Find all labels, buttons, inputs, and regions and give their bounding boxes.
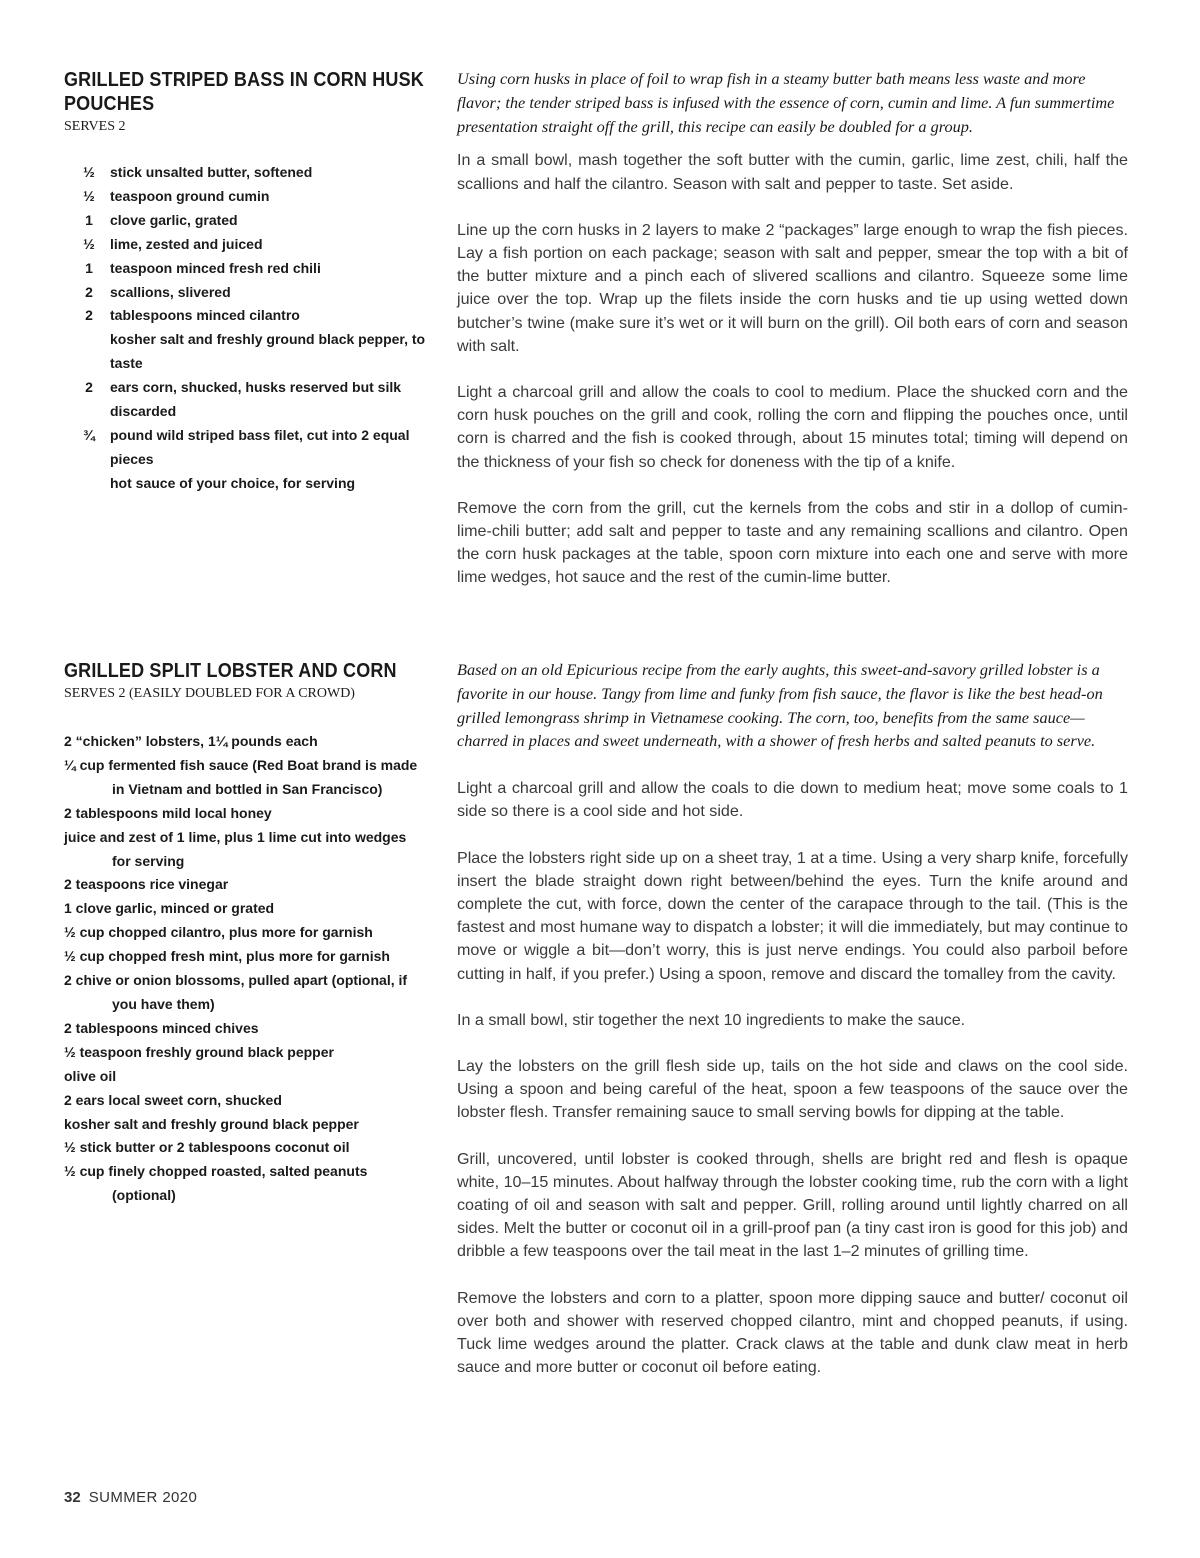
ingredient-text: kosher salt and freshly ground black pepper, to taste (110, 331, 426, 372)
ingredient-item: juice and zest of 1 lime, plus 1 lime cut into wedges for serving (64, 828, 407, 869)
ingredient-qty: ¾ (83, 426, 95, 443)
ingredient-text: clove garlic, grated (110, 211, 238, 228)
ingredient-item (64, 161, 426, 185)
ingredient-qty: 1 (85, 259, 93, 276)
recipe2-method-column (457, 658, 1128, 1402)
ingredient-text: stick unsalted butter, softened (110, 164, 313, 180)
recipe1-ingredients-column (64, 68, 426, 496)
ingredient-text: tablespoons minced cilantro (110, 307, 300, 324)
ingredient-qty: 2 (85, 379, 93, 396)
ingredient-item (64, 472, 426, 496)
recipe2-serves: SERVES 2 (EASILY DOUBLED FOR A CROWD) (64, 686, 355, 701)
ingredient-text: lime, zested and juiced (110, 235, 263, 252)
ingredient-item: ½ stick butter or 2 tablespoons coconut oil (64, 1139, 350, 1156)
ingredient-item: ½ teaspoon freshly ground black pepper (64, 1043, 334, 1060)
recipe2-ingredients-column (64, 659, 426, 1208)
ingredient-item: ½ cup chopped fresh mint, plus more for garnish (64, 948, 390, 965)
ingredient-qty: 1 (85, 211, 93, 228)
method-step: Grill, uncovered, until lobster is cooked through, shells are bright red and flesh is opaque white, 10–15 minutes. About halfway through the lobster cooking time, rub the corn with a light coating of oil and season with salt and pepper. Grill, rolling around until lightly charred on all sides. Melt the butter or coconut oil in a grill-proof pan (a tiny cast iron is good for this job) and dribble a few teaspoons over the tail meat in the last 1–2 minutes of grilling time. (457, 1149, 1128, 1261)
ingredient-item (64, 424, 426, 472)
ingredient-text: scallions, slivered (110, 283, 231, 300)
method-step: Line up the corn husks in 2 layers to make 2 “packages” large enough to wrap the fish pieces. Lay a fish portion on each package; season with salt and pepper, smear the top with a bit of the butter mixture and a pinch each of slivered scallions and cilantro. Squeeze some lime juice over the top. Wrap up the filets inside the corn husks and tie up using wetted down butcher’s twine (make sure it’s wet or it will burn on the grill). Oil both ears of corn and season with salt. (457, 220, 1128, 355)
ingredient-text: hot sauce of your choice, for serving (110, 474, 356, 491)
method-step: In a small bowl, stir together the next 10 ingredients to make the sauce. (457, 1010, 966, 1029)
recipe1-title: GRILLED STRIPED BASS IN CORN HUSK POUCHES (64, 69, 424, 115)
ingredient-text: pound wild striped bass filet, cut into 2 equal pieces (110, 426, 410, 467)
ingredient-item (64, 209, 426, 233)
recipe1-intro: Using corn husks in place of foil to wrap fish in a steamy butter bath means less waste and more flavor; the tender striped bass is infused with the essence of corn, cumin and lime. A fun summertime presentation straight off the grill, this recipe can easily be doubled for a group. (457, 69, 1115, 136)
ingredient-item: 2 teaspoons rice vinegar (64, 876, 229, 893)
ingredient-item (64, 185, 426, 209)
ingredient-item: olive oil (64, 1067, 117, 1084)
recipe2-steps (457, 777, 1128, 1379)
method-step: Place the lobsters right side up on a sheet tray, 1 at a time. Using a very sharp knife, forcefully insert the blade straight down right between/behind the eyes. Turn the knife around and complete the cut, with force, down the center of the carapace through to the tail. (This is the fastest and most humane way to dispatch a lobster; it will die immediately, but may continue to move or wiggle a bit—don’t worry, this is just nerve endings. You could also parboil before cutting in half, if you prefer.) Using a spoon, remove and discard the tomalley from the cavity. (457, 848, 1128, 983)
ingredient-item: ¼ cup fermented fish sauce (Red Boat brand is made in Vietnam and bottled in San Francisco) (64, 756, 418, 797)
ingredient-item: kosher salt and freshly ground black pepper (64, 1115, 359, 1132)
ingredient-item: ½ cup chopped cilantro, plus more for garnish (64, 924, 373, 941)
ingredient-item (64, 281, 426, 305)
ingredient-item: ½ cup finely chopped roasted, salted peanuts (optional) (64, 1163, 368, 1204)
ingredient-text: teaspoon minced fresh red chili (110, 259, 321, 276)
page-footer (64, 1489, 197, 1506)
ingredient-text: ears corn, shucked, husks reserved but silk discarded (110, 379, 402, 420)
ingredient-item: 2 ears local sweet corn, shucked (64, 1091, 282, 1108)
ingredient-qty (64, 328, 110, 376)
ingredient-qty: ½ (83, 164, 95, 180)
ingredient-item (64, 376, 426, 424)
page-number: 32 (64, 1489, 81, 1506)
ingredient-qty: ½ (83, 235, 95, 252)
ingredient-qty: 2 (85, 283, 93, 300)
method-step: Light a charcoal grill and allow the coals to die down to medium heat; move some coals to 1 side so there is a cool side and hot side. (457, 779, 1128, 821)
recipe1-ingredient-list (64, 161, 426, 496)
method-step: Lay the lobsters on the grill flesh side up, tails on the hot side and claws on the cool side. Using a spoon and being careful of the heat, spoon a few teaspoons of the sauce over the lobster flesh. Transfer remaining sauce to small serving bowls for dipping at the table. (457, 1057, 1128, 1122)
method-step: In a small bowl, mash together the soft butter with the cumin, garlic, lime zest, chili, half the scallions and half the cilantro. Season with salt and pepper to taste. Set aside. (457, 151, 1128, 193)
ingredient-item: 1 clove garlic, minced or grated (64, 900, 275, 917)
ingredient-item (64, 233, 426, 257)
recipe2-title: GRILLED SPLIT LOBSTER AND CORN (64, 660, 397, 682)
ingredient-item: 2 “chicken” lobsters, 1¼ pounds each (64, 733, 318, 749)
method-step: Remove the lobsters and corn to a platter, spoon more dipping sauce and butter/ coconut oil over both and shower with reserved chopped cilantro, mint and chopped peanuts, if using. Tuck lime wedges around the platter. Crack claws at the table and dunk claw meat in herb sauce and more butter or coconut oil before eating. (457, 1288, 1128, 1377)
ingredient-item (64, 304, 426, 328)
recipe2-intro: Based on an old Epicurious recipe from the early aughts, this sweet-and-savory grilled lobster is a favorite in our house. Tangy from lime and funky from fish sauce, the flavor is like the best head-on grilled lemongrass shrimp in Vietnamese cooking. The corn, too, benefits from the same sauce—charred in places and sweet underneath, with a shower of fresh herbs and salted peanuts to serve. (457, 660, 1103, 751)
ingredient-qty: 2 (85, 307, 93, 324)
ingredient-item (64, 328, 426, 376)
method-step: Light a charcoal grill and allow the coals to cool to medium. Place the shucked corn and the corn husk pouches on the grill and cook, rolling the corn and flipping the pouches once, until corn is charred and the fish is cooked through, about 15 minutes total; timing will depend on the thickness of your fish so check for doneness with the tip of a knife. (457, 383, 1128, 471)
ingredient-item: 2 tablespoons minced chives (64, 1019, 259, 1036)
ingredient-qty (64, 472, 110, 496)
recipe2-ingredient-list (64, 730, 426, 1208)
recipe1-method-column (457, 67, 1128, 613)
ingredient-text: teaspoon ground cumin (110, 187, 270, 204)
method-step: Remove the corn from the grill, cut the kernels from the cobs and stir in a dollop of cumin- lime-chili butter; add salt and pepper to taste and any remaining scallions and cilantro. Open the corn husk packages at the table, spoon corn mixture into each one and serve with more lime wedges, hot sauce and the rest of the cumin-lime butter. (457, 498, 1128, 587)
ingredient-qty: ½ (83, 187, 95, 204)
recipe1-steps (457, 149, 1128, 589)
ingredient-item: 2 tablespoons mild local honey (64, 804, 272, 821)
ingredient-item: 2 chive or onion blossoms, pulled apart (optional, if you have them) (64, 972, 408, 1012)
ingredient-item (64, 257, 426, 281)
issue-label: SUMMER 2020 (88, 1489, 198, 1506)
recipe1-serves: SERVES 2 (64, 119, 126, 134)
